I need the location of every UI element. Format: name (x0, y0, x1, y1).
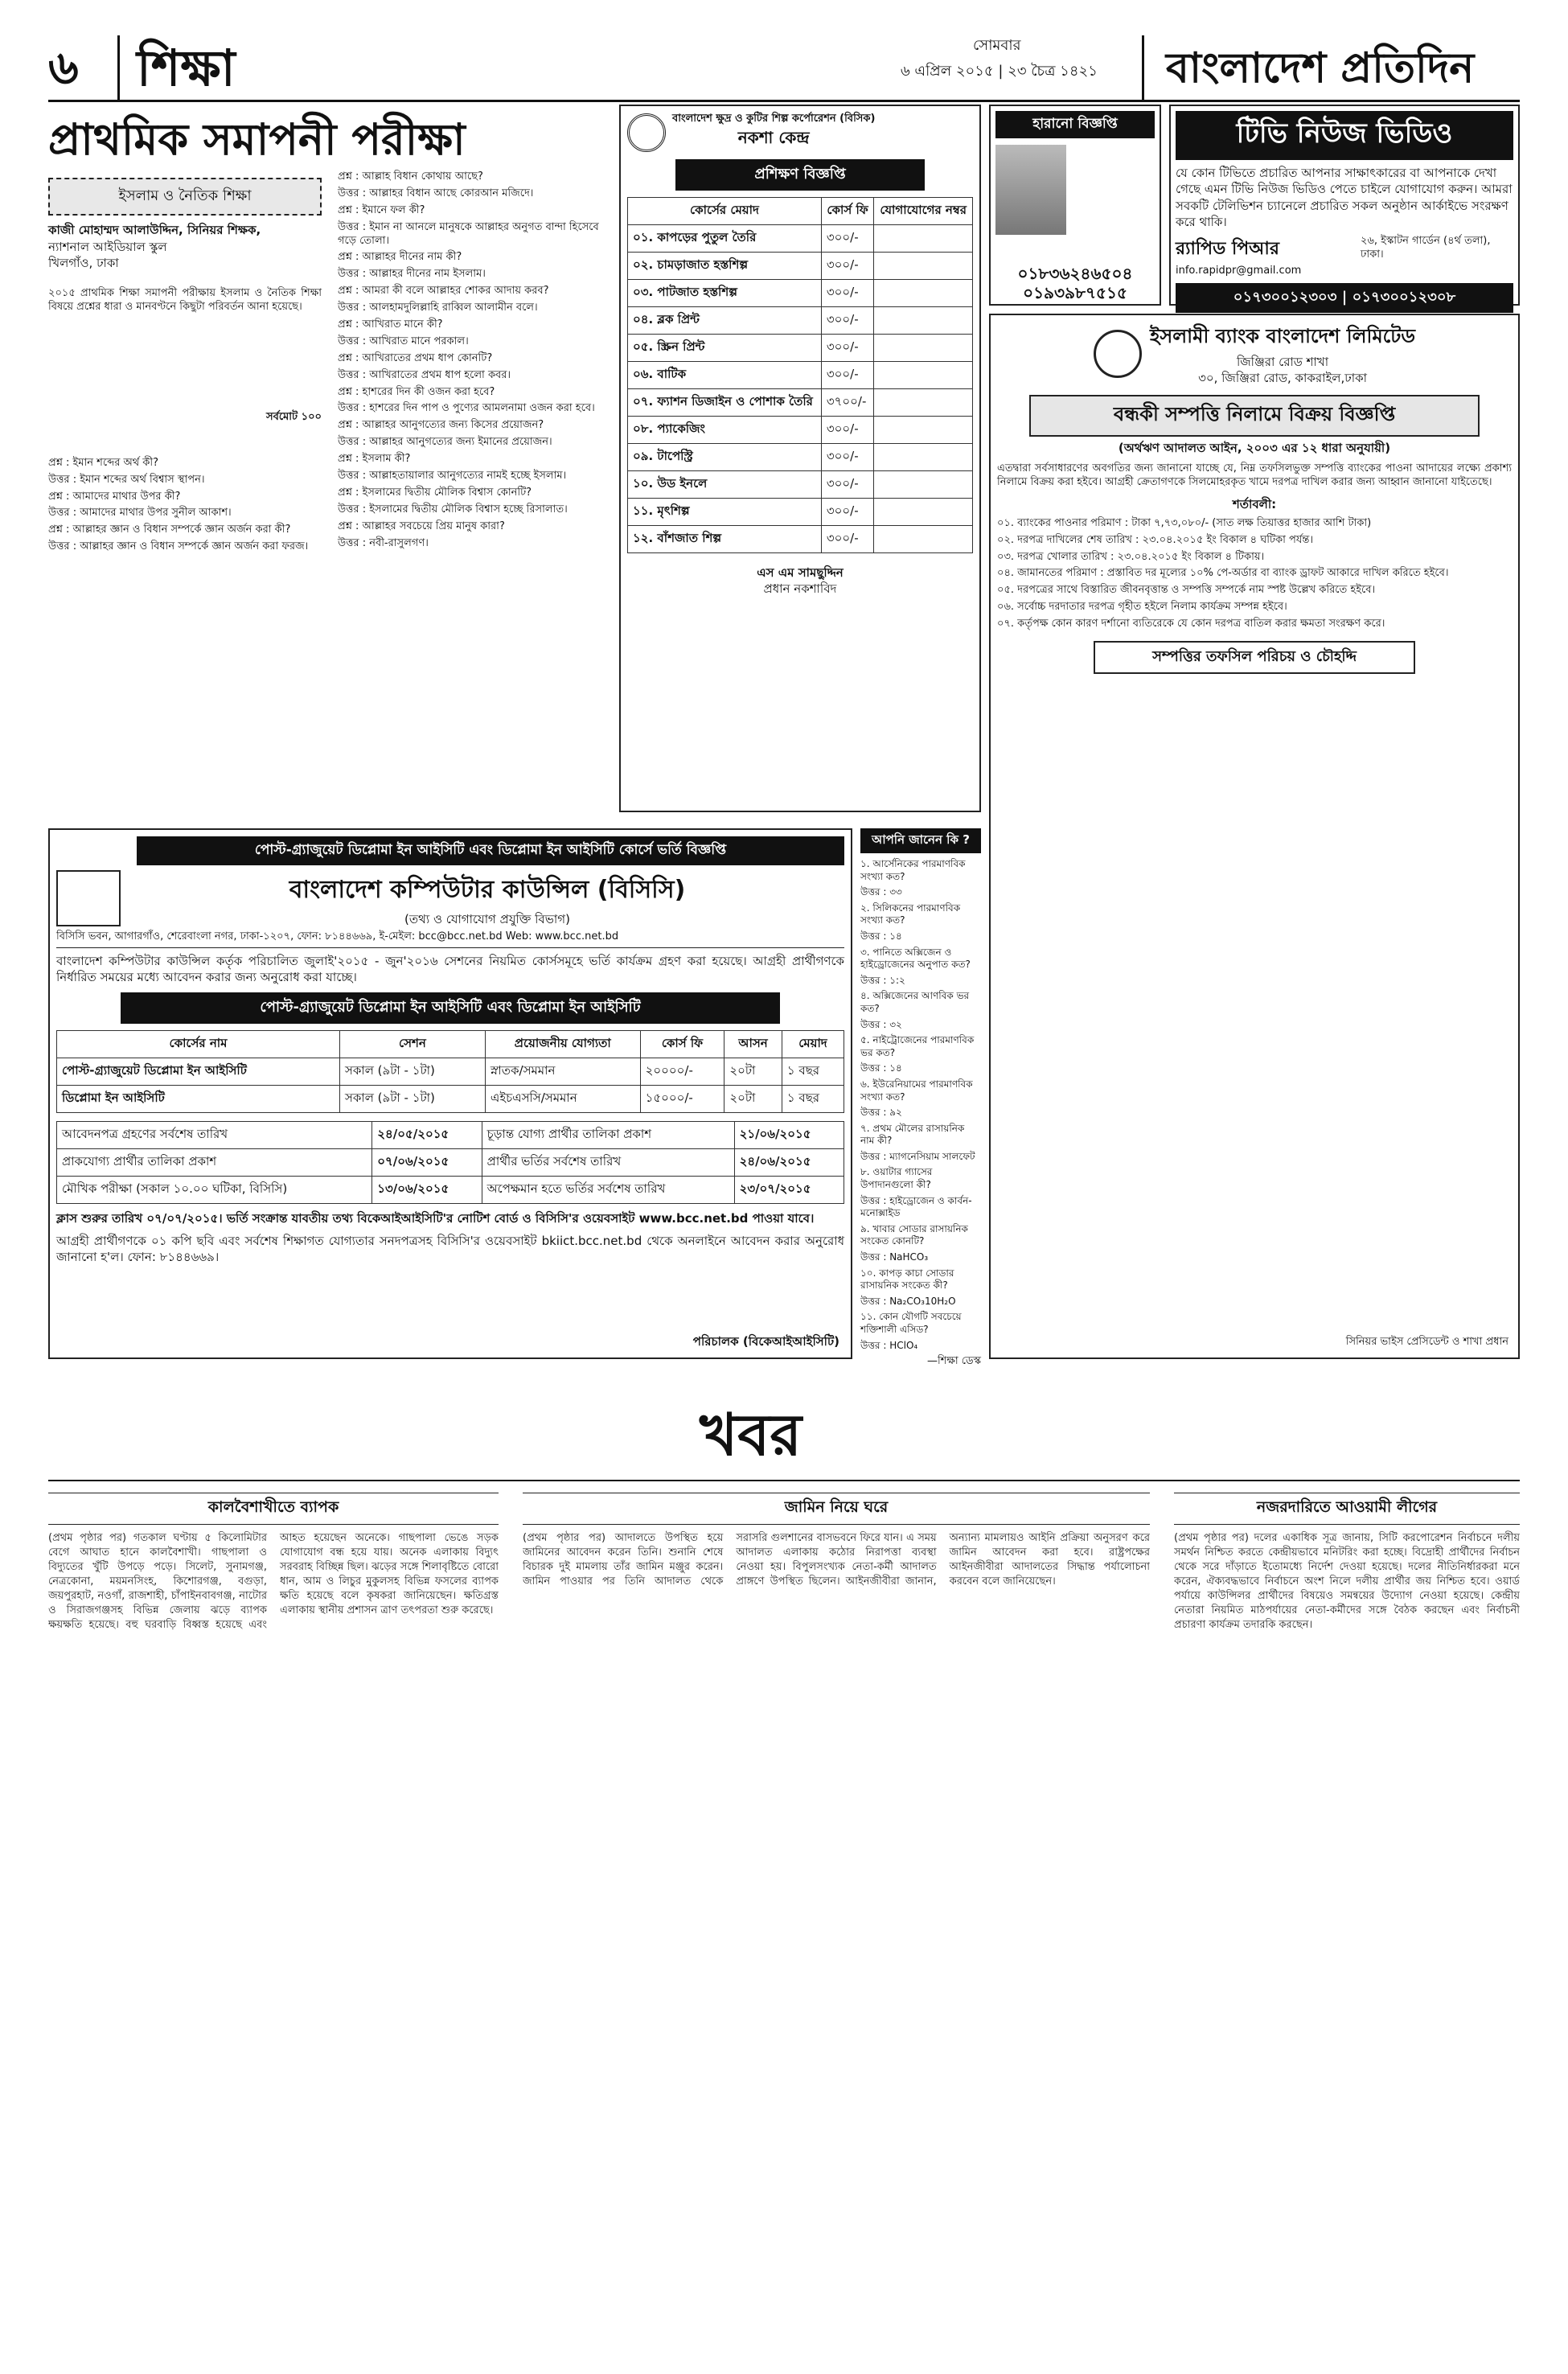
tv-news-ad (1169, 105, 1520, 306)
table-row: ০৬. বাটিক ৩০০/- (628, 361, 973, 388)
article-headline: নজরদারিতে আওয়ামী লীগের (1174, 1493, 1520, 1525)
masthead-divider (117, 35, 120, 100)
news-section-title: খবর (700, 1400, 802, 1468)
table-row: ০২. চামড়াজাত হস্তশিল্প ৩০০/- (628, 252, 973, 279)
bscic-header: কোর্সের মেয়াদ (628, 197, 822, 224)
list-item: ০৭. কর্তৃপক্ষ কোন কারণ দর্শানো ব্যতিরেকে যে কোন দরপত্র বাতিল করার ক্ষমতা সংরক্ষণ করে। (997, 618, 1385, 630)
qa-line: উত্তর : ইমান না আনলে মানুষকে আল্লাহর অনুগত বান্দা হিসেবে গড়ে তোলা। (338, 220, 599, 247)
bscic-signature: এস এম সামছুদ্দিন প্রধান নকশাবিদ (757, 565, 844, 597)
bscic-ad (619, 105, 981, 812)
qa-line: প্রশ্ন : আখিরাতের প্রথম ধাপ কোনটি? (338, 351, 493, 364)
qa-line: প্রশ্ন : আমরা কী বলে আল্লাহর শোকর আদায় করব? (338, 285, 549, 298)
missing-photo (995, 145, 1066, 235)
table-row: পোস্ট-গ্র্যাজুয়েট ডিপ্লোমা ইন আইসিটি সকাল (৯টা - ১টা) স্নাতক/সমমান ২০০০০/- ২০টা ১ বছর (57, 1058, 844, 1085)
tv-news-title: টিভি নিউজ ভিডিও (1176, 111, 1513, 160)
table-row: প্রাকযোগ্য প্রার্থীর তালিকা প্রকাশ ০৭/০৬/২০১৫ প্রার্থীর ভর্তির সর্বশেষ তারিখ ২৪/০৬/২০১৫ (57, 1148, 844, 1176)
marks-total: সর্বমোট ১০০ (266, 410, 322, 423)
bank-notice-sub: (অর্থঋণ আদালত আইন, ২০০৩ এর ১২ ধারা অনুযায়ী) (1118, 440, 1391, 455)
qa-line: উত্তর : আখিরাতের প্রথম ধাপ হলো কবর। (338, 368, 511, 381)
list-item: ০৬. সর্বোচ্চ দরদাতার দরপত্র গৃহীত হইলে নিলাম কার্যক্রম সম্পন্ন হইবে। (997, 601, 1287, 614)
qa-line: প্রশ্ন : ইমানে ফল কী? (338, 203, 425, 216)
bcc-sub-banner: পোস্ট-গ্র্যাজুয়েট ডিপ্লোমা ইন আইসিটি এবং ডিপ্লোমা ইন আইসিটি (121, 992, 780, 1024)
bank-notice (989, 314, 1520, 1359)
page-number: ৬ (48, 40, 79, 95)
left-qa-list (48, 457, 322, 554)
tv-news-address: ২৬, ইস্কাটন গার্ডেন (৪র্থ তলা), ঢাকা। (1361, 235, 1491, 261)
list-item: ০১. ব্যাংকের পাওনার পরিমাণ : টাকা ৭,৭৩,০৮০/- (সাত লক্ষ তিয়াত্তর হাজার আশি টাকা) (997, 516, 1372, 529)
bcc-signer: পরিচালক (বিকেআইআইসিটি) (692, 1333, 839, 1349)
table-row: মৌখিক পরীক্ষা (সকাল ১০.০০ ঘটিকা, বিসিসি) ১৩/০৬/২০১৫ অপেক্ষমান হতে ভর্তির সর্বশেষ তারিখ ২৩/০৭/২০১৫ (57, 1176, 844, 1203)
list-item: ০৩. দরপত্র খোলার তারিখ : ২৩.০৪.২০১৫ ইং বিকাল ৪ টিকায়। (997, 550, 1265, 563)
subject-label: ইসলাম ও নৈতিক শিক্ষা (118, 187, 252, 205)
qa-line: উত্তর : আখিরাত মানে পরকাল। (338, 335, 469, 347)
article-body: (প্রথম পৃষ্ঠার পর) দলের একাধিক সূত্র জানায়, সিটি করপোরেশন নির্বাচনে দলীয় সমর্থন নিশ্চিত করতে কেন্দ্রীয়ভাবে মনিটরিং করা হচ্ছে। বিদ্রোহী প্রার্থীদের নির্বাচন থেকে সরে দাঁড়াতে ইতোমধ্যে নির্দেশ দেওয়া হয়েছে। দলের নীতিনির্ধারকরা মনে করেন, ঐক্যবদ্ধভাবে নির্বাচনে অংশ নিলে দলীয় প্রার্থীর জয় নিশ্চিত হবে। ওয়ার্ড পর্যায়ে কাউন্সিলর প্রার্থীদের বিষয়েও সমন্বয়ের উদ্যোগ নেওয়া হয়েছে। কেন্দ্রীয় নেতারা নিয়মিত মাঠপর্যায়ের নেতা-কর্মীদের সঙ্গে বৈঠক করছেন এবং নির্বাচনী প্রচারণা কার্যক্রম তদারকি করছেন। (1174, 1532, 1520, 1631)
qa-line: উত্তর : হাশরের দিন পাপ ও পুণ্যের আমলনামা ওজন করা হবে। (338, 402, 595, 415)
subject-box (48, 178, 322, 216)
bank-logo-icon (1094, 330, 1142, 378)
table-row: ০১. কাপড়ের পুতুল তৈরি ৩০০/- (628, 224, 973, 252)
table-row: ০৭. ফ্যাশন ডিজাইন ও পোশাক তৈরি ৩৭০০/- (628, 388, 973, 416)
qa-line: উত্তর : নবী-রাসুলগণ। (338, 536, 429, 549)
news-article-bail (523, 1493, 1150, 2345)
bscic-header: যোগাযোগের নম্বর (874, 197, 973, 224)
tv-news-body: যে কোন টিভিতে প্রচারিত আপনার সাক্ষাৎকারের বা আপনাকে দেখা গেছে এমন টিভি নিউজ ভিডিও পেতে চাইলে যোগাযোগ করুন। আমরা সবকটি টেলিভিশন চ্যানেলে প্রচারিত সকল অনুষ্ঠান আর্কাইভে সংরক্ষণ করে থাকি। (1176, 166, 1513, 229)
quiz-box (860, 828, 981, 1368)
bank-branch: জিঞ্জিরা রোড শাখা (1236, 355, 1329, 369)
bcc-ad (48, 828, 852, 1359)
quiz-credit: —শিক্ষা ডেস্ক (926, 1355, 981, 1368)
author-block (48, 222, 322, 271)
masthead (48, 27, 1520, 108)
bcc-course-table: কোর্সের নাম সেশন প্রয়োজনীয় যোগ্যতা কোর্স ফি আসন মেয়াদ পোস্ট-গ্র্যাজুয়েট ডিপ্লোমা ইন আইসিটি সকাল (৯টা - ১টা) স্নাতক/সমমান ২০০০০/- ২০টা ১ বছর ডিপ্লোমা ইন আইসিটি সকাল (৯টা - ১টা) এইচএসসি/সমমান ১৫০০০/- ২০টা ১ বছর (56, 1030, 844, 1113)
missing-title: হারানো বিজ্ঞপ্তি (995, 111, 1155, 138)
bcc-ministry: (তথ্য ও যোগাযোগ প্রযুক্তি বিভাগ) (404, 912, 570, 926)
table-row: ০৮. প্যাকেজিং ৩০০/- (628, 416, 973, 443)
bcc-contact: বিসিসি ভবন, আগারগাঁও, শেরেবাংলা নগর, ঢাকা-১২০৭, ফোন: ৮১৪৪৬৬৯, ই-মেইল: bcc@bcc.net.bd Web: www.bcc.net.bd (56, 930, 844, 948)
table-row: ১২. বাঁশজাত শিল্প ৩০০/- (628, 525, 973, 552)
qa-line: উত্তর : আলহামদুলিল্লাহি রাব্বিল আলামীন বলে। (338, 302, 538, 314)
tv-news-email: info.rapidpr@gmail.com (1176, 265, 1302, 277)
tv-news-phones: ০১৭৩০০১২৩০৩ | ০১৭৩০০১২৩০৮ (1176, 283, 1513, 313)
table-row: আবেদনপত্র গ্রহণের সর্বশেষ তারিখ ২৪/০৫/২০১৫ চূড়ান্ত যোগ্য প্রার্থীর তালিকা প্রকাশ ২১/০৬/২০১৫ (57, 1121, 844, 1148)
bcc-note: ক্লাস শুরুর তারিখ ০৭/০৭/২০১৫। ভর্তি সংক্রান্ত যাবতীয় তথ্য বিকেআইআইসিটি'র নোটিশ বোর্ড ও বিসিসি'র ওয়েবসাইট www.bcc.net.bd পাওয়া যাবে। (56, 1210, 815, 1226)
masthead-rule (48, 100, 1520, 102)
bank-notice-title: বন্ধকী সম্পত্তি নিলামে বিক্রয় বিজ্ঞপ্তি (1029, 395, 1480, 437)
bscic-header: কোর্স ফি (821, 197, 873, 224)
qa-line: প্রশ্ন : আল্লাহর আনুগত্যের জন্য কিসের প্রয়োজন? (338, 419, 544, 432)
bank-address: ৩০, জিঞ্জিরা রোড, কাকরাইল,ঢাকা (1198, 371, 1367, 386)
news-rule (48, 1480, 1520, 1481)
right-qa-list (338, 170, 611, 553)
masthead-day: সোমবার (973, 37, 1021, 54)
table-row: ১১. মৃৎশিল্প ৩০০/- (628, 498, 973, 525)
article-body: (প্রথম পৃষ্ঠার পর) আদালতে উপস্থিত হয়ে জামিনের আবেদন করেন তিনি। শুনানি শেষে বিচারক দুই মামলায় তাঁর জামিন মঞ্জুর করেন। জামিন পাওয়ার পর তিনি আদালত থেকে সরাসরি গুলশানের বাসভবনে ফিরে যান। এ সময় আদালত এলাকায় কঠোর নিরাপত্তা ব্যবস্থা নেওয়া হয়। বিপুলসংখ্যক নেতা-কর্মী আদালত প্রাঙ্গণে উপস্থিত ছিলেন। আইনজীবীরা জানান, অন্যান্য মামলায়ও আইনি প্রক্রিয়া অনুসরণ করে জামিন আবেদন করা হবে। রাষ্ট্রপক্ষের আইনজীবীরা আদালতের সিদ্ধান্ত পর্যালোচনা করবেন বলে জানিয়েছেন। (523, 1532, 1150, 1587)
bscic-org: বাংলাদেশ ক্ষুদ্র ও কুটির শিল্প কর্পোরেশন (বিসিক) (672, 113, 876, 125)
qa-line: প্রশ্ন : আখিরাত মানে কী? (338, 318, 443, 331)
qa-line: উত্তর : ইসলামের দ্বিতীয় মৌলিক বিশ্বাস হচ্ছে রিসালাত। (338, 503, 568, 515)
news-article-storm (48, 1493, 499, 2345)
qa-line: উত্তর : আল্লাহর জ্ঞান ও বিধান সম্পর্কে জ্ঞান অর্জন করা ফরজ। (48, 540, 309, 553)
list-item: ০৫. দরপত্রের সাথে বিস্তারিত জীবনবৃত্তান্ত ও সম্পত্তি সম্পর্কে নাম স্পষ্ট উল্লেখ করিতে হইবে। (997, 584, 1376, 597)
bcc-org: বাংলাদেশ কম্পিউটার কাউন্সিল (বিসিসি) (289, 876, 686, 904)
qa-line: প্রশ্ন : আল্লাহর জ্ঞান ও বিধান সম্পর্কে জ্ঞান অর্জন করা কী? (48, 524, 291, 536)
bank-terms-title: শর্তাবলী: (1232, 496, 1277, 511)
qa-line: উত্তর : আল্লাহতায়ালার আনুগত্যের নামই হচ্ছে ইসলাম। (338, 470, 567, 483)
school-name: ন্যাশনাল আইডিয়াল স্কুল (48, 239, 167, 254)
qa-line: উত্তর : আমাদের মাথার উপর সুনীল আকাশ। (48, 507, 232, 520)
exam-intro: ২০১৫ প্রাথমিক শিক্ষা সমাপনী পরীক্ষায় ইসলাম ও নৈতিক শিক্ষা বিষয়ে প্রশ্নের ধারা ও মানবণ্টনে কিছুটা পরিবর্তন আনা হয়েছে। (48, 287, 322, 314)
bcc-intro: বাংলাদেশ কম্পিউটার কাউন্সিল কর্তৃক পরিচালিত জুলাই'২০১৫ - জুন'২০১৬ সেশনের নিয়মিত কোর্সসমূহে ভর্তি কার্যক্রম গ্রহণ করা হয়েছে। আগ্রহী প্রার্থীগণকে নির্ধারিত সময়ের মধ্যে আবেদন করার জন্য অনুরোধ করা যাচ্ছে। (56, 954, 844, 985)
table-row: ০৯. টাপেস্ট্রি ৩০০/- (628, 443, 973, 470)
quiz-title: আপনি জানেন কি ? (860, 828, 981, 853)
table-row: ০৩. পাটজাত হস্তশিল্প ৩০০/- (628, 279, 973, 306)
table-row: ১০. উড ইনলে ৩০০/- (628, 470, 973, 498)
bcc-banner: পোস্ট-গ্র্যাজুয়েট ডিপ্লোমা ইন আইসিটি এবং ডিপ্লোমা ইন আইসিটি কোর্সে ভর্তি বিজ্ঞপ্তি (137, 836, 844, 865)
qa-line: প্রশ্ন : ইমান শব্দের অর্থ কী? (48, 456, 159, 469)
bank-schedule-title: সম্পত্তির তফসিল পরিচয় ও চৌহদ্দি (1094, 641, 1415, 674)
table-row: ডিপ্লোমা ইন আইসিটি সকাল (৯টা - ১টা) এইচএসসি/সমমান ১৫০০০/- ২০টা ১ বছর (57, 1085, 844, 1112)
missing-notice (989, 105, 1161, 306)
news-article-awami (1174, 1493, 1520, 2345)
bscic-table (627, 197, 973, 553)
bscic-logo-icon (627, 113, 666, 152)
bcc-logo-icon (56, 870, 121, 926)
bscic-center: নকশা কেন্দ্র (737, 127, 810, 147)
section-title: শিক্ষা (137, 39, 236, 97)
quiz-list: ১. আর্সেনিকের পারমাণবিক সংখ্যা কত? উত্তর : ৩৩ ২. সিলিকনের পারমাণবিক সংখ্যা কত? উত্তর : ১৪ ৩. পানিতে অক্সিজেন ও হাইড্রোজেনের অনুপাত কত? উত্তর : ১:২ ৪. অক্সিজেনের আণবিক ভর কত? উত্তর : ৩২ ৫. নাইট্রোজেনের পারমাণবিক ভর কত? উত্তর : ১৪ ৬. ইউরেনিয়ামের পারমাণবিক সংখ্যা কত? উত্তর : ৯২ ৭. প্রথম মৌলের রাসায়নিক নাম কী? উত্তর : ম্যাগনেসিয়াম সালফেট ৮. ওয়াটার গ্যাসের উপাদানগুলো কী? উত্তর : হাইড্রোজেন ও কার্বন-মনোক্সাইড ৯. খাবার সোডার রাসায়নিক সংকেত কোনটি? উত্তর : NaHCO₃ ১০. কাপড় কাচা সোডার রাসায়নিক সংকেত কী? উত্তর : Na₂CO₃10H₂O ১১. কোন যৌগটি সবচেয়ে শক্তিশালী এসিড? উত্তর : HClO₄ (860, 858, 975, 1351)
article-body: (প্রথম পৃষ্ঠার পর) গতকাল ঘণ্টায় ৫ কিলোমিটার বেগে আঘাত হানে কালবৈশাখী। গাছপালা ও বিদ্যুতের খুঁটি উপড়ে পড়ে। সিলেট, সুনামগঞ্জ, নেত্রকোনা, ময়মনসিংহ, কিশোরগঞ্জ, বগুড়া, জয়পুরহাট, নওগাঁ, রাজশাহী, চাঁপাইনবাবগঞ্জ, নাটোর ও সিরাজগঞ্জসহ বিভিন্ন জেলায় ঝড়ে ব্যাপক ক্ষয়ক্ষতি হয়েছে। বহু ঘরবাড়ি বিধ্বস্ত হয়েছে এবং আহত হয়েছেন অনেকে। গাছপালা ভেঙে সড়ক যোগাযোগ বন্ধ হয়ে যায়। অনেক এলাকায় বিদ্যুৎ সরবরাহ বিচ্ছিন্ন ছিল। ঝড়ের সঙ্গে শিলাবৃষ্টিতে বোরো ধান, আম ও লিচুর মুকুলসহ বিভিন্ন ফসলের ব্যাপক ক্ষতি হয়েছে বলে কৃষকরা জানিয়েছেন। ক্ষতিগ্রস্ত এলাকায় স্থানীয় প্রশাসন ত্রাণ তৎপরতা শুরু করেছে। (48, 1532, 499, 1631)
list-item: ০২. দরপত্র দাখিলের শেষ তারিখ : ২৩.০৪.২০১৫ ইং বিকাল ৪ ঘটিকা পর্যন্ত। (997, 533, 1313, 546)
qa-line: উত্তর : আল্লাহর বিধান আছে কোরআন মজিদে। (338, 187, 534, 199)
qa-line: উত্তর : আল্লাহর দীনের নাম ইসলাম। (338, 268, 486, 281)
qa-line: উত্তর : ইমান শব্দের অর্থ বিশ্বাস স্থাপন। (48, 473, 205, 486)
tv-news-brand: র‍্যাপিড পিআর (1176, 239, 1279, 259)
qa-line: প্রশ্ন : আল্লাহর সবচেয়ে প্রিয় মানুষ কারা? (338, 520, 505, 532)
qa-line: প্রশ্ন : হাশরের দিন কী ওজন করা হবে? (338, 385, 495, 398)
qa-line: প্রশ্ন : আমাদের মাথার উপর কী? (48, 490, 181, 503)
list-item: ০৪. জামানতের পরিমাণ : প্রস্তাবিত দর মূল্যের ১০% পে-অর্ডার বা ব্যাংক ড্রাফট আকারে দাখিল করিতে হইবে। (997, 567, 1449, 580)
bank-terms (997, 517, 1512, 631)
paper-logo: বাংলাদেশ প্রতিদিন (1166, 43, 1475, 92)
article-headline: জামিন নিয়ে ঘরে (523, 1493, 1150, 1525)
teacher-name: কাজী মোহাম্মদ আলাউদ্দিন, সিনিয়র শিক্ষক, (48, 223, 261, 238)
school-place: খিলগাঁও, ঢাকা (48, 255, 119, 270)
article-headline: কালবৈশাখীতে ব্যাপক (48, 1493, 499, 1525)
qa-line: উত্তর : আল্লাহর আনুগত্যের জন্য ইমানের প্রয়োজন। (338, 436, 552, 449)
masthead-divider-right (1142, 35, 1144, 100)
bcc-dates-table (56, 1121, 844, 1204)
primary-exam-title: প্রাথমিক সমাপনী পরীক্ষা (48, 113, 466, 165)
bank-name: ইসলামী ব্যাংক বাংলাদেশ লিমিটেড (1149, 325, 1416, 347)
missing-phones: ০১৮৩৬২৪৬৫০৪ ০১৯৩৯৮৭৫১৫ (1017, 264, 1133, 302)
qa-line: প্রশ্ন : আল্লাহর দীনের নাম কী? (338, 251, 462, 264)
qa-line: প্রশ্ন : ইসলামের দ্বিতীয় মৌলিক বিশ্বাস কোনটি? (338, 486, 532, 499)
qa-line: প্রশ্ন : ইসলাম কী? (338, 453, 411, 466)
bcc-apply: আগ্রহী প্রার্থীগণকে ০১ কপি ছবি এবং সর্বশেষ শিক্ষাগত যোগ্যতার সনদপত্রসহ বিসিসি'র ওয়েবসাইট bkiict.bcc.net.bd থেকে অনলাইনে আবেদন করার অনুরোধ জানানো হ'ল। ফোন: ৮১৪৪৬৬৯। (56, 1233, 844, 1265)
masthead-date: ৬ এপ্রিল ২০১৫ | ২৩ চৈত্র ১৪২১ (901, 63, 1098, 80)
bank-signer: সিনিয়র ভাইস প্রেসিডেন্ট ও শাখা প্রধান (1345, 1336, 1508, 1349)
bank-body: এতদ্বারা সর্বসাধারণের অবগতির জন্য জানানো যাচ্ছে যে, নিম্ন তফসিলভুক্ত সম্পত্তি ব্যাংকের পাওনা আদায়ের লক্ষ্যে প্রকাশ্য নিলামে বিক্রয় করা হইবে। আগ্রহী ক্রেতাগণকে সিলমোহরকৃত খামে দরপত্র দাখিল করার জন্য আহ্বান জানানো যাইতেছে। (997, 462, 1512, 488)
qa-line: প্রশ্ন : আল্লাহ বিধান কোথায় আছে? (338, 170, 483, 183)
bscic-title: প্রশিক্ষণ বিজ্ঞপ্তি (675, 159, 925, 191)
table-row: ০৫. স্ক্রিন প্রিন্ট ৩০০/- (628, 334, 973, 361)
table-row: ০৪. ব্লক প্রিন্ট ৩০০/- (628, 306, 973, 334)
primary-exam-article (48, 109, 611, 817)
